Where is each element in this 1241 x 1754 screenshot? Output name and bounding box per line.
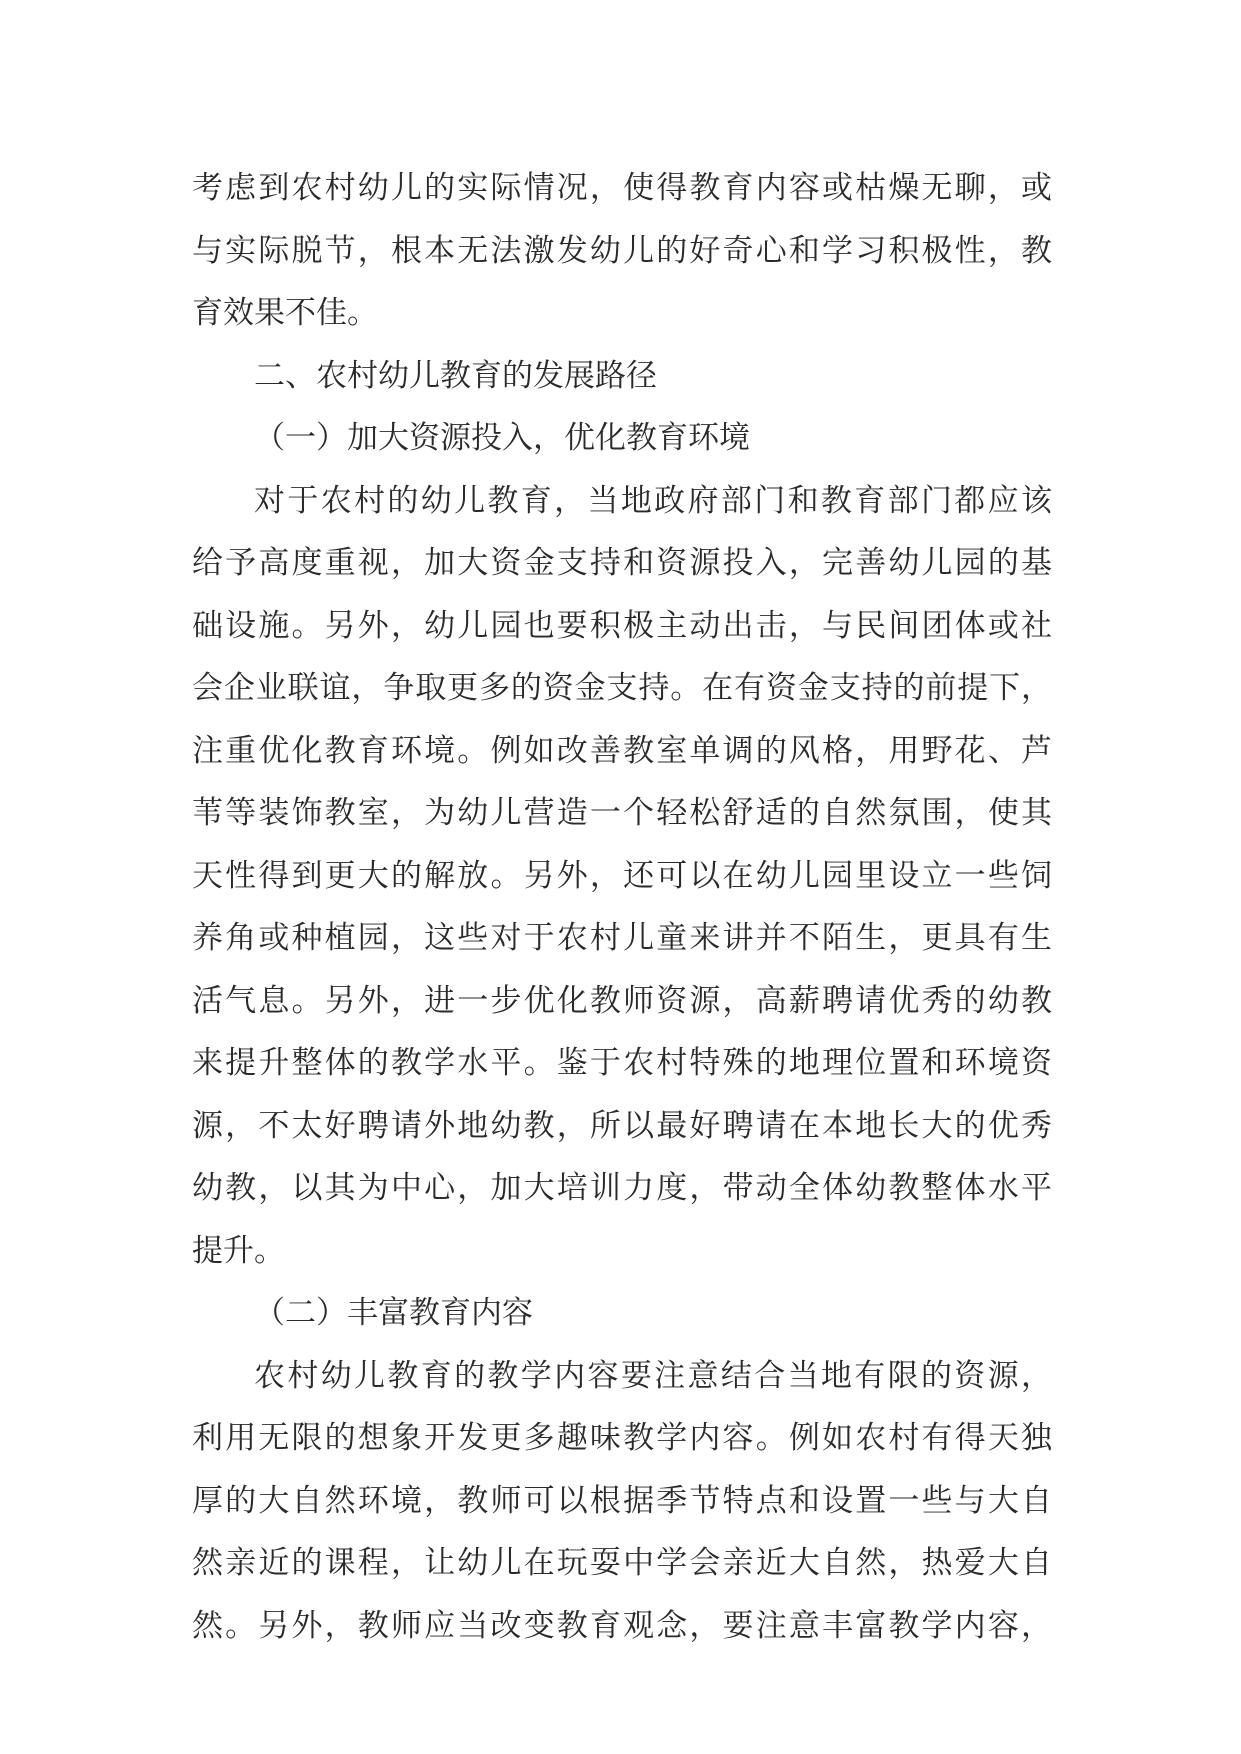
subsection-heading: （二）丰富教育内容 [254,1295,533,1331]
document-body [192,157,1052,1657]
body-line: 提升。 [192,1232,285,1269]
subsection-heading: （一）加大资源投入，优化教育环境 [254,420,750,456]
body-line: 活气息。另外，进一步优化教师资源，高薪聘请优秀的幼教 [192,982,1052,1019]
body-line: 础设施。另外，幼儿园也要积极主动出击，与民间团体或社 [192,607,1052,644]
body-line: 厚的大自然环境，教师可以根据季节特点和设置一些与大自 [192,1482,1052,1519]
section-heading: 二、农村幼儿教育的发展路径 [254,357,657,394]
body-line: 考虑到农村幼儿的实际情况，使得教育内容或枯燥无聊，或 [192,170,1052,206]
body-line: 注重优化教育环境。例如改善教室单调的风格，用野花、芦 [192,732,1052,769]
body-line: 天性得到更大的解放。另外，还可以在幼儿园里设立一些饲 [192,857,1052,894]
body-line: 然亲近的课程，让幼儿在玩耍中学会亲近大自然，热爱大自 [192,1545,1052,1581]
body-line: 会企业联谊，争取更多的资金支持。在有资金支持的前提下， [192,670,1052,706]
body-line: 与实际脱节，根本无法激发幼儿的好奇心和学习积极性，教 [192,232,1052,269]
body-line: 对于农村的幼儿教育，当地政府部门和教育部门都应该 [254,482,1052,519]
body-line: 利用无限的想象开发更多趣味教学内容。例如农村有得天独 [192,1420,1052,1456]
body-line: 给予高度重视，加大资金支持和资源投入，完善幼儿园的基 [192,545,1052,581]
body-line: 幼教，以其为中心，加大培训力度，带动全体幼教整体水平 [192,1170,1052,1206]
body-line: 育效果不佳。 [192,295,378,331]
body-line: 苇等装饰教室，为幼儿营造一个轻松舒适的自然氛围，使其 [192,795,1052,831]
body-line: 农村幼儿教育的教学内容要注意结合当地有限的资源， [254,1357,1052,1394]
body-line: 来提升整体的教学水平。鉴于农村特殊的地理位置和环境资 [192,1045,1052,1081]
body-line: 源，不太好聘请外地幼教，所以最好聘请在本地长大的优秀 [192,1107,1052,1144]
body-line: 养角或种植园，这些对于农村儿童来讲并不陌生，更具有生 [192,920,1052,956]
body-line: 然。另外，教师应当改变教育观念，要注意丰富教学内容， [192,1607,1052,1644]
